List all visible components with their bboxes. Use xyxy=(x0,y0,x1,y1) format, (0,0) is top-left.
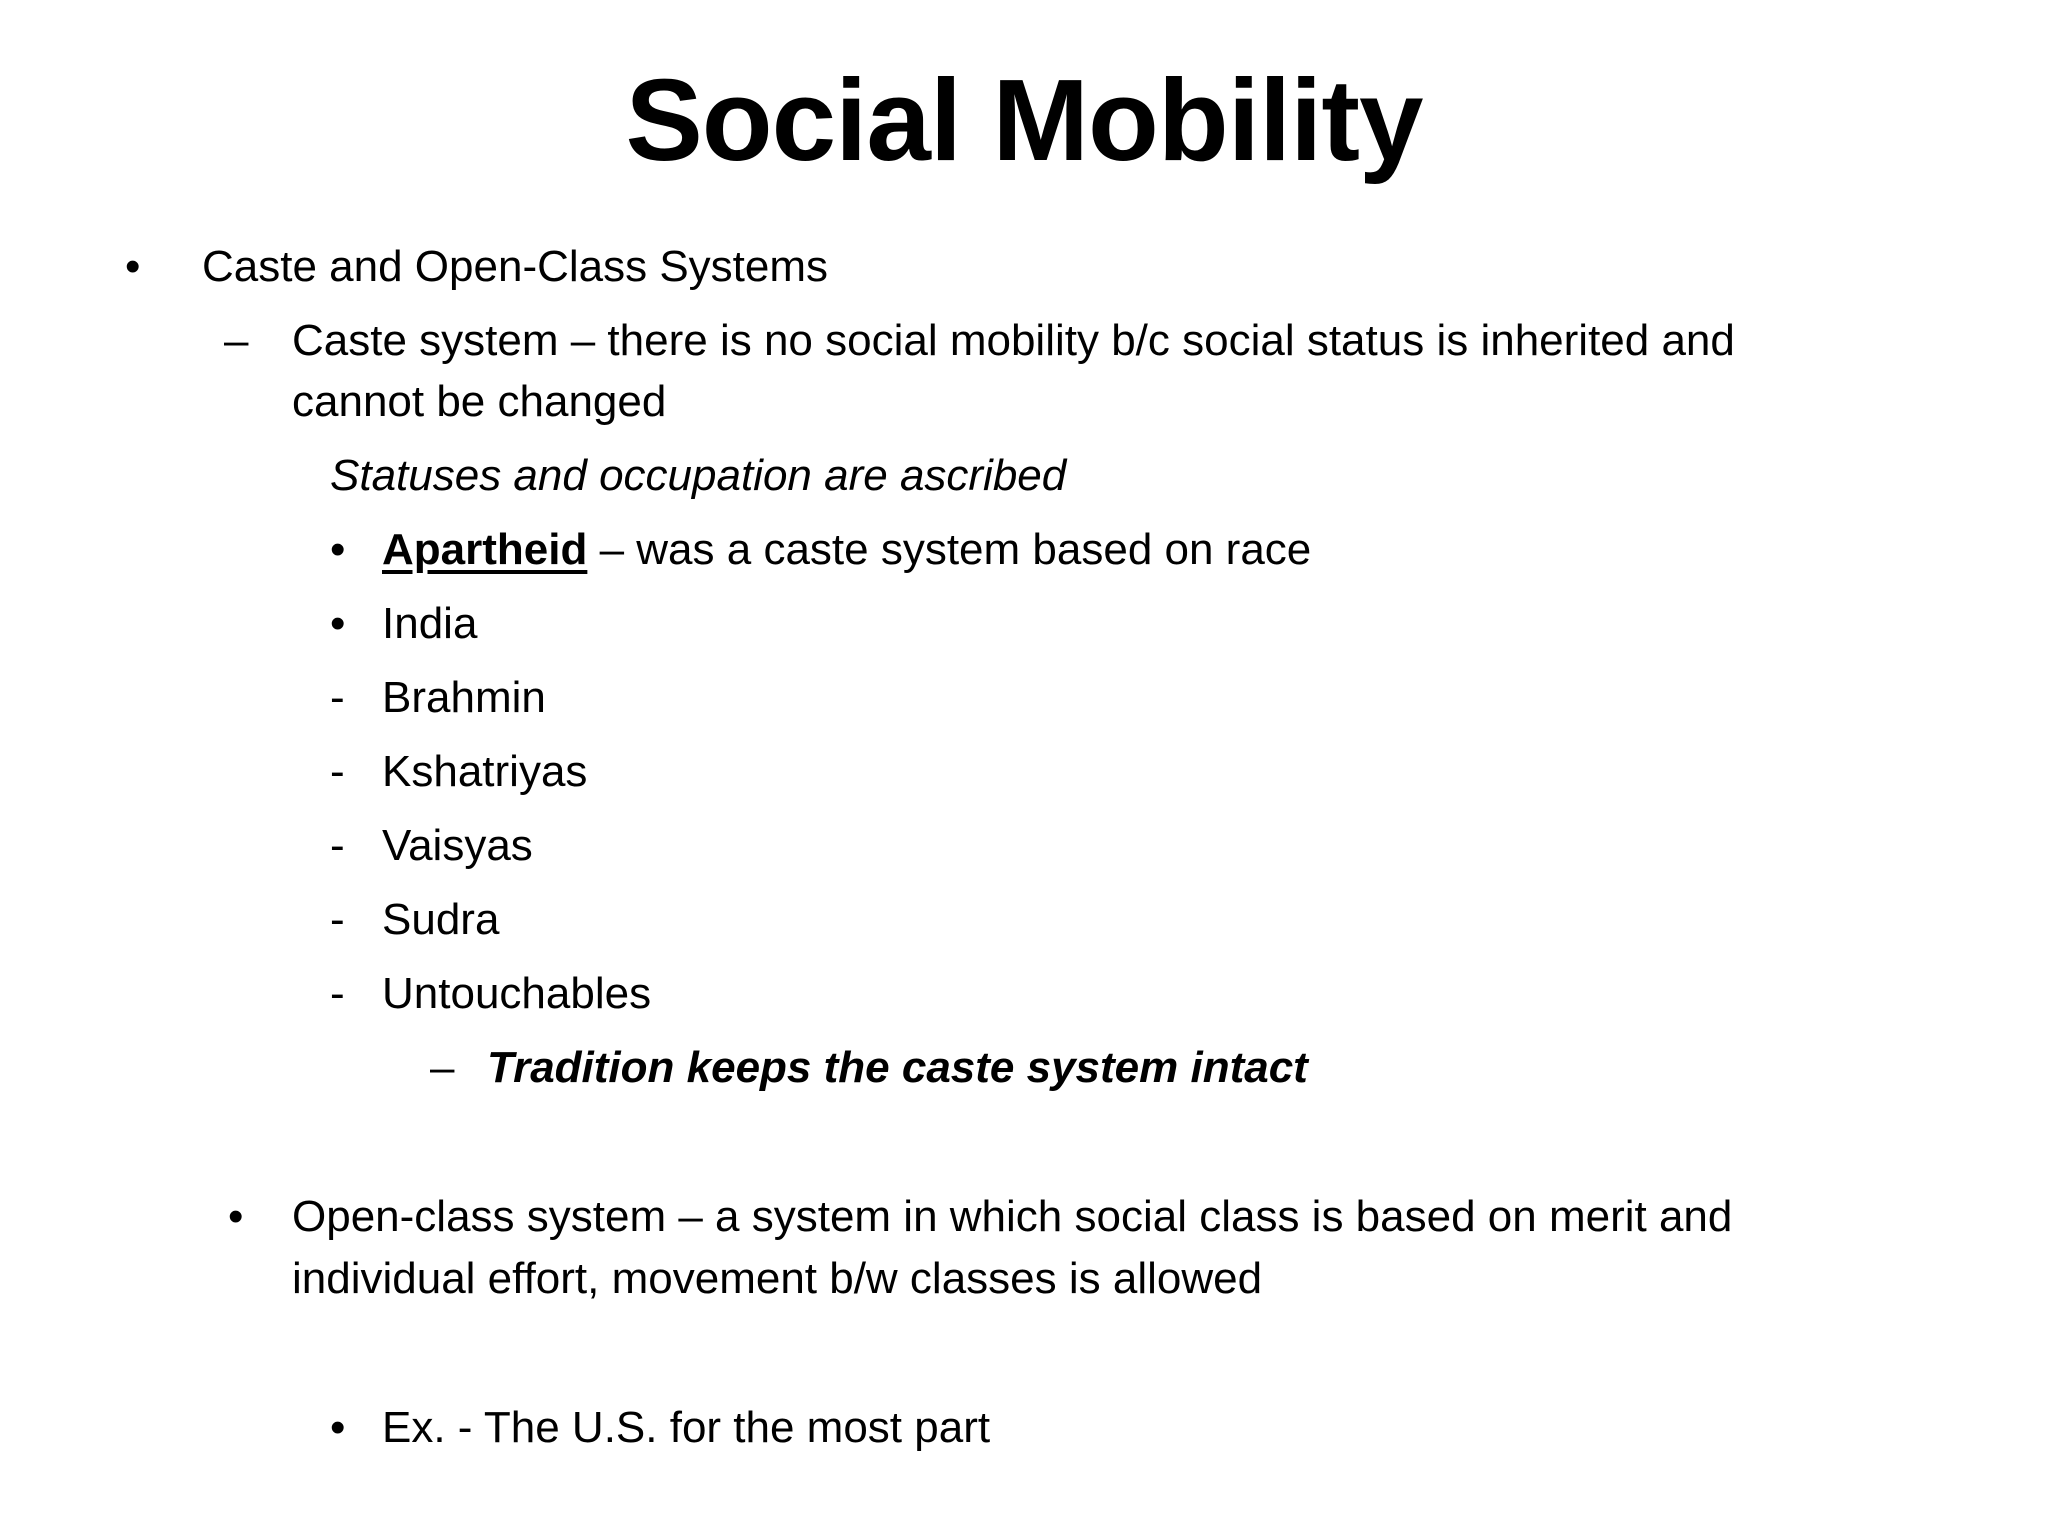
apartheid-term: Apartheid xyxy=(382,525,588,574)
open-class-line1: Open-class system – a system in which social class is based on merit and xyxy=(292,1192,1733,1241)
caste-system-line1: Caste system – there is no social mobility b/c social status is inherited and xyxy=(292,316,1735,365)
caste-brahmin: Brahmin xyxy=(382,673,546,722)
caste-kshatriyas: Kshatriyas xyxy=(382,747,588,796)
bullet-marker: • xyxy=(330,1403,346,1452)
caste-marker: - xyxy=(330,821,345,870)
open-class-line2: individual effort, movement b/w classes is allowed xyxy=(292,1254,1263,1303)
apartheid-definition: – was a caste system based on race xyxy=(587,525,1312,574)
bullet-marker: • xyxy=(228,1192,244,1241)
bullet-marker: • xyxy=(330,599,346,648)
example-us: Ex. - The U.S. for the most part xyxy=(382,1403,991,1452)
tradition-statement: Tradition keeps the caste system intact xyxy=(487,1043,1308,1092)
caste-vaisyas: Vaisyas xyxy=(382,821,533,870)
slide-title: Social Mobility xyxy=(625,55,1423,185)
caste-untouchables: Untouchables xyxy=(382,969,652,1018)
dash-marker: – xyxy=(430,1043,455,1092)
caste-marker: - xyxy=(330,673,345,722)
caste-marker: - xyxy=(330,747,345,796)
ascribed-statement: Statuses and occupation are ascribed xyxy=(330,451,1067,500)
bullet-marker: • xyxy=(330,525,346,574)
caste-marker: - xyxy=(330,895,345,944)
apartheid-item xyxy=(382,519,1311,581)
india-item: India xyxy=(382,599,478,648)
bullet-caste-open-class: Caste and Open-Class Systems xyxy=(202,242,829,291)
dash-marker: – xyxy=(224,316,249,365)
caste-marker: - xyxy=(330,969,345,1018)
bullet-marker: • xyxy=(125,242,141,291)
caste-system-line2: cannot be changed xyxy=(292,377,667,426)
caste-sudra: Sudra xyxy=(382,895,500,944)
